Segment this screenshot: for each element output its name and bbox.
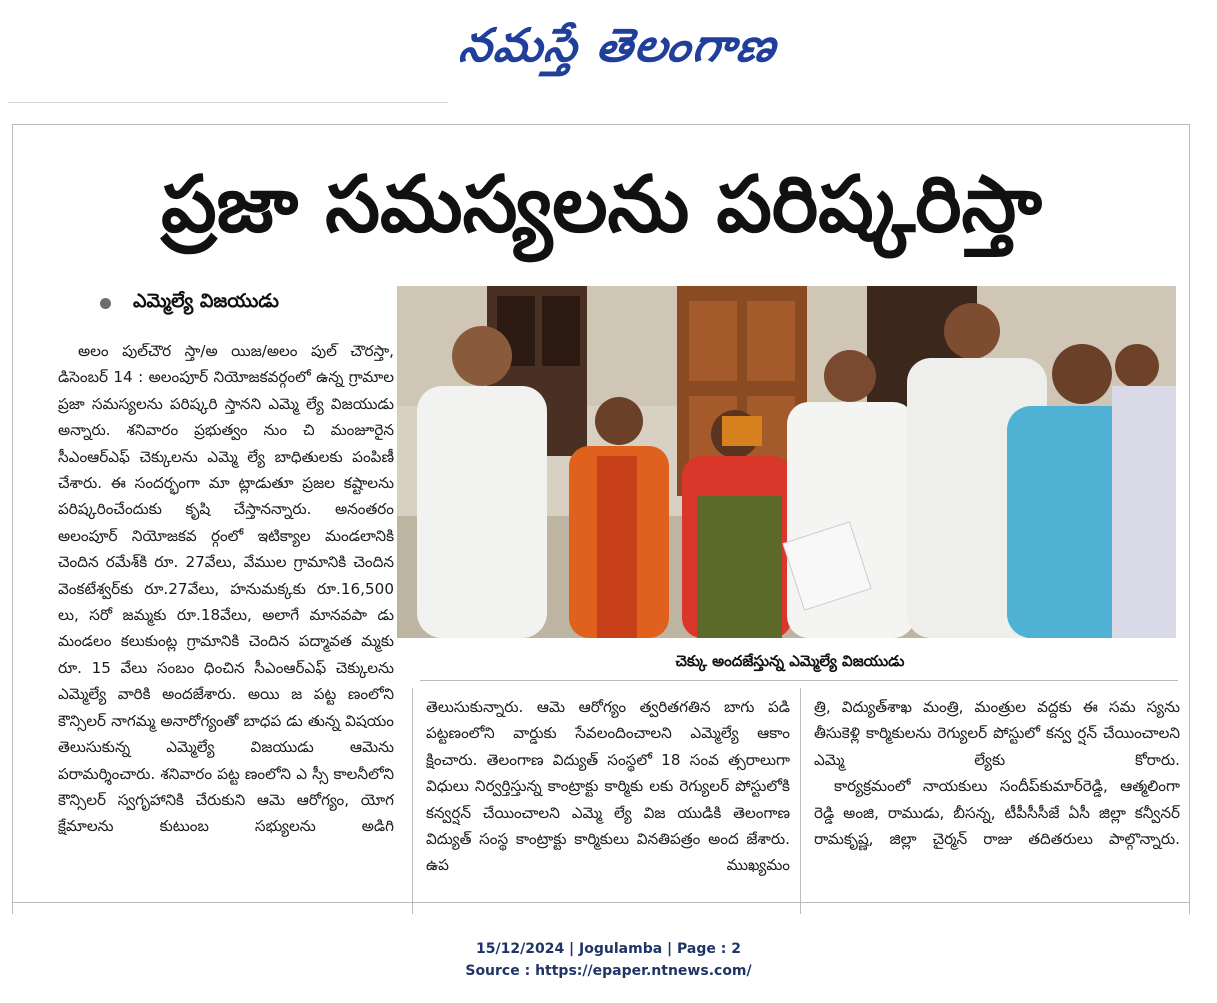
masthead-title: నమస్తే తెలంగాణ <box>455 18 781 72</box>
footer-date-edition: 15/12/2024 | Jogulamba | Page : 2 <box>476 941 741 957</box>
column-divider <box>412 688 413 914</box>
footer-source: Source : https://epaper.ntnews.com/ <box>465 963 752 979</box>
photo-caption: చెక్కు అందజేస్తున్న ఎమ్మెల్యే విజయుడు <box>675 652 905 670</box>
news-photo <box>397 286 1176 638</box>
article-column-3 <box>814 694 1180 884</box>
article-frame-bottom <box>12 902 1189 903</box>
article-frame-right <box>1189 124 1190 914</box>
article-text: అలం పుల్‌చౌర స్తా/అ యిజ/అలం పుల్ చౌరస్తా, డిసెంబర్ 14 : అలంపూర్ నియోజకవర్గంలో ఉన్న గ్రామాల ప్రజా సమస్యలను పరిష్కరి స్తానని ఎమ్మె ల్యే విజయుడు అన్నారు. శనివారం ప్రభుత్వం నుం చి మంజూరైన సీఎంఆర్‌ఎఫ్ చెక్కులను ఎమ్మె ల్యే బాధితులకు పంపిణీ చేశారు. ఈ సందర్భంగా మా ట్లాడుతూ ప్రజల కష్టాలను పరిష్కరించేందుకు కృషి చేస్తానన్నారు. అనంతరం అలంపూర్ నియోజకవ ర్గంలో ఇటిక్యాల మండలానికి చెందిన రమేశ్‌కి రూ. 27వేలు, వేముల గ్రామానికి చెందిన వెంకటేశ్వర్‌కు రూ.27వేలు, హనుమక్కకు రూ.16,500 లు, సరో జమ్మకు రూ.18వేలు, అలాగే మానవపా డు మండలం కలుకుంట్ల గ్రామానికి చెందిన పద్మావత మ్మకు రూ. 15 వేలు సంబం ధించిన సీఎంఆర్‌ఎఫ్ చెక్కులను ఎమ్మెల్యే వారికి అందజేశారు. అయి జ పట్ట ణంలోని కౌన్సిలర్ నాగమ్మ అనారోగ్యంతో బాధప డు తున్న విషయం తెలుసుకున్న ఎమ్మెల్యే విజయుడు ఆమెను పరామర్శించారు. శనివారం పట్ట ణంలోని ఎ స్సీ కాలనీలోని కౌన్సిలర్ స్వగృహానికి చేరుకుని ఆమె ఆరోగ్యం, యోగ క్షేమాలను కుటుంబ సభ్యులను అడిగి <box>58 342 394 836</box>
article-text: కార్యక్రమంలో నాయకులు సందీప్‌కుమార్‌రెడ్డి, ఆత్మలింగా రెడ్డి అంజి, రాముడు, బీసన్న, టీపీసీసీజే ఏసీ జిల్లా కన్వీనర్ రామకృష్ణ, జిల్లా చైర్మన్ రాజు తదితరులు పాల్గొన్నారు. <box>814 777 1180 849</box>
headline: ప్రజా సమస్యలను పరిష్కరిస్తా <box>161 160 1042 250</box>
caption-divider <box>420 680 1178 681</box>
column-divider <box>800 688 801 914</box>
article-column-2 <box>426 694 790 884</box>
article-frame-top <box>12 124 1189 125</box>
article-column-1 <box>58 338 394 898</box>
article-text: త్రి, విద్యుత్‌శాఖ మంత్రి, మంత్రుల వద్దకు ఈ సమ స్యను తీసుకెళ్లి కార్మికులను రెగ్యులర్ పోస్టులో కన్వ ర్షన్ చేయించాలని ఎమ్మె ల్యేకు కోరారు. <box>814 698 1180 769</box>
subhead <box>100 290 279 317</box>
article-text: తెలుసుకున్నారు. ఆమె ఆరోగ్యం త్వరితగతిన బాగు పడి పట్టణంలోని వార్డుకు సేవలందించాలని ఎమ్మెల్యే ఆకాం క్షించారు. తెలంగాణ విద్యుత్ సంస్థలో 18 సంవ త్సరాలుగా విధులు నిర్వర్తిస్తున్న కాంట్రాక్టు కార్మికు లకు రెగ్యులర్ పోస్టులోకి కన్వర్షన్ చేయించాలని ఎమ్మె ల్యే విజ యుడికి తెలంగాణ విద్యుత్ సంస్థ కాంట్రాక్టు కార్మికులు వినతిపత్రం అంద జేశారు. ఉప ముఖ్యమం <box>426 698 790 875</box>
subhead-text: ఎమ్మెల్యే విజయుడు <box>133 290 279 312</box>
article-frame-left <box>12 124 13 914</box>
footer <box>0 938 1217 982</box>
masthead-divider <box>8 102 448 103</box>
masthead <box>0 0 1217 102</box>
bullet-icon <box>100 298 111 309</box>
